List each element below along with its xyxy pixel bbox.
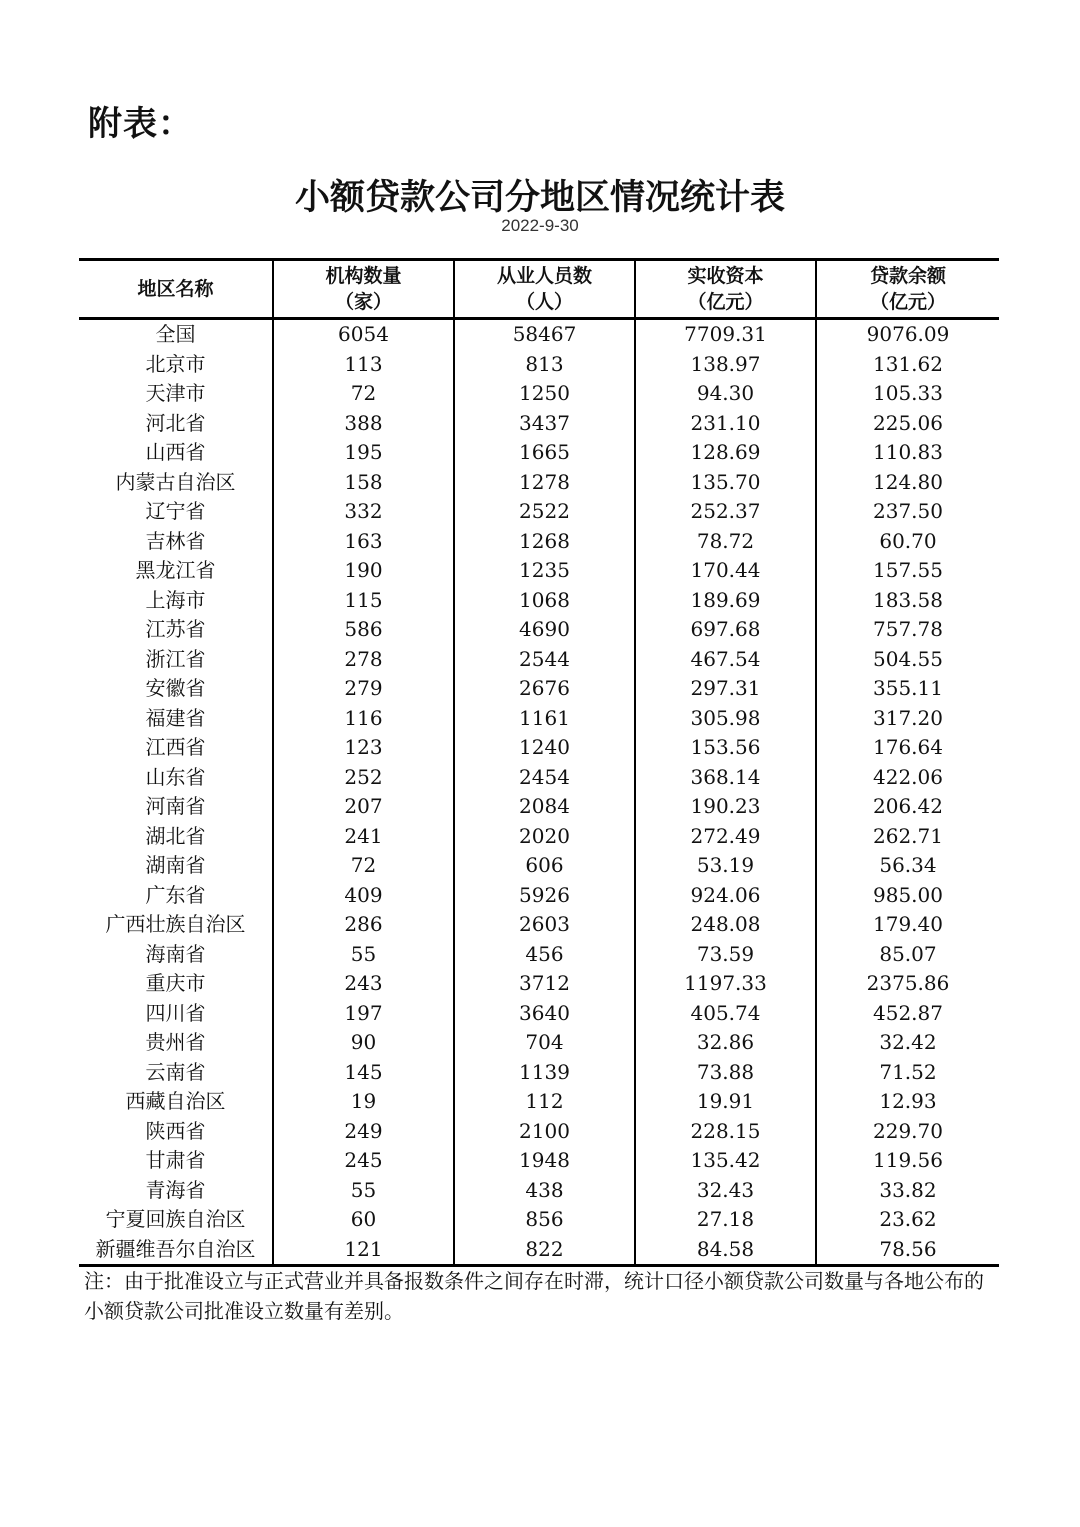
employees-cell: 1240 — [454, 733, 635, 763]
table-row — [79, 1117, 999, 1147]
paid-in-capital-cell: 27.18 — [635, 1205, 816, 1235]
footnote: 注：由于批准设立与正式营业并具备报数条件之间存在时滞，统计口径小额贷款公司数量与各地公布的小额贷款公司批准设立数量有差别。 — [84, 1269, 984, 1323]
employees-cell: 3712 — [454, 969, 635, 999]
region-cell: 重庆市 — [145, 971, 206, 996]
table-row — [79, 674, 999, 704]
employees-cell: 1948 — [454, 1146, 635, 1176]
loan-balance-cell: 105.33 — [816, 379, 999, 409]
paid-in-capital-cell: 231.10 — [635, 409, 816, 439]
loan-balance-cell: 32.42 — [816, 1028, 999, 1058]
institution-count-cell: 207 — [273, 792, 454, 822]
loan-balance-cell: 317.20 — [816, 704, 999, 734]
region-cell: 湖南省 — [145, 853, 206, 878]
table-row — [79, 1146, 999, 1176]
header-row — [79, 260, 999, 319]
employees-cell: 5926 — [454, 881, 635, 911]
region-cell: 广西壮族自治区 — [105, 912, 246, 937]
table-row — [79, 969, 999, 999]
institution-count-cell: 278 — [273, 645, 454, 675]
table-body — [79, 319, 999, 1266]
region-cell: 四川省 — [145, 1000, 206, 1025]
employees-cell: 112 — [454, 1087, 635, 1117]
paid-in-capital-cell: 135.42 — [635, 1146, 816, 1176]
loan-balance-cell: 2375.86 — [816, 969, 999, 999]
institution-count-cell: 55 — [273, 940, 454, 970]
table-title: 小额贷款公司分地区情况统计表 — [294, 178, 785, 218]
region-cell: 天津市 — [145, 381, 206, 406]
region-cell: 贵州省 — [145, 1030, 206, 1055]
institution-count-cell: 145 — [273, 1058, 454, 1088]
statistics-table — [79, 258, 999, 1267]
institution-count-cell: 72 — [273, 379, 454, 409]
table-row — [79, 1235, 999, 1266]
paid-in-capital-cell: 228.15 — [635, 1117, 816, 1147]
loan-balance-cell: 71.52 — [816, 1058, 999, 1088]
institution-count-cell: 252 — [273, 763, 454, 793]
table-row — [79, 438, 999, 468]
institution-count-cell: 241 — [273, 822, 454, 852]
institution-count-cell: 279 — [273, 674, 454, 704]
loan-balance-cell: 206.42 — [816, 792, 999, 822]
header-employees — [454, 260, 635, 319]
employees-cell: 1139 — [454, 1058, 635, 1088]
region-cell: 海南省 — [145, 941, 206, 966]
loan-balance-cell: 78.56 — [816, 1235, 999, 1266]
table-row — [79, 1176, 999, 1206]
paid-in-capital-cell: 190.23 — [635, 792, 816, 822]
table-header — [79, 260, 999, 319]
table-row — [79, 763, 999, 793]
table-row — [79, 497, 999, 527]
header-region — [79, 260, 273, 319]
paid-in-capital-cell: 368.14 — [635, 763, 816, 793]
region-cell: 北京市 — [145, 351, 206, 376]
loan-balance-cell: 119.56 — [816, 1146, 999, 1176]
employees-cell: 2020 — [454, 822, 635, 852]
paid-in-capital-cell: 252.37 — [635, 497, 816, 527]
table-row — [79, 1205, 999, 1235]
table-row — [79, 379, 999, 409]
region-cell: 河南省 — [145, 794, 206, 819]
employees-cell: 3640 — [454, 999, 635, 1029]
paid-in-capital-cell: 272.49 — [635, 822, 816, 852]
paid-in-capital-cell: 405.74 — [635, 999, 816, 1029]
paid-in-capital-cell: 467.54 — [635, 645, 816, 675]
header-loan-balance-unit: （亿元） — [869, 291, 946, 313]
institution-count-cell: 113 — [273, 350, 454, 380]
region-cell: 陕西省 — [145, 1118, 206, 1143]
loan-balance-cell: 452.87 — [816, 999, 999, 1029]
paid-in-capital-cell: 153.56 — [635, 733, 816, 763]
table-row — [79, 999, 999, 1029]
institution-count-cell: 116 — [273, 704, 454, 734]
employees-cell: 438 — [454, 1176, 635, 1206]
paid-in-capital-cell: 924.06 — [635, 881, 816, 911]
header-paid-in-capital-label: 实收资本 — [687, 265, 764, 287]
institution-count-cell: 286 — [273, 910, 454, 940]
employees-cell: 2522 — [454, 497, 635, 527]
table-row — [79, 350, 999, 380]
header-loan-balance-label: 贷款余额 — [869, 265, 946, 287]
employees-cell: 856 — [454, 1205, 635, 1235]
loan-balance-cell: 262.71 — [816, 822, 999, 852]
loan-balance-cell: 179.40 — [816, 910, 999, 940]
employees-cell: 1665 — [454, 438, 635, 468]
loan-balance-cell: 237.50 — [816, 497, 999, 527]
employees-cell: 2084 — [454, 792, 635, 822]
paid-in-capital-cell: 32.86 — [635, 1028, 816, 1058]
paid-in-capital-cell: 78.72 — [635, 527, 816, 557]
table-row — [79, 1087, 999, 1117]
employees-cell: 2676 — [454, 674, 635, 704]
header-institution-count-label: 机构数量 — [325, 265, 402, 287]
paid-in-capital-cell: 305.98 — [635, 704, 816, 734]
employees-cell: 1268 — [454, 527, 635, 557]
region-cell: 湖北省 — [145, 823, 206, 848]
region-cell: 河北省 — [145, 410, 206, 435]
institution-count-cell: 19 — [273, 1087, 454, 1117]
table-row — [79, 1028, 999, 1058]
header-paid-in-capital — [635, 260, 816, 319]
paid-in-capital-cell: 94.30 — [635, 379, 816, 409]
loan-balance-cell: 225.06 — [816, 409, 999, 439]
table-row — [79, 319, 999, 350]
table-row — [79, 910, 999, 940]
paid-in-capital-cell: 248.08 — [635, 910, 816, 940]
paid-in-capital-cell: 1197.33 — [635, 969, 816, 999]
region-cell: 全国 — [155, 322, 196, 347]
employees-cell: 1068 — [454, 586, 635, 616]
loan-balance-cell: 60.70 — [816, 527, 999, 557]
institution-count-cell: 60 — [273, 1205, 454, 1235]
region-cell: 青海省 — [145, 1177, 206, 1202]
institution-count-cell: 163 — [273, 527, 454, 557]
institution-count-cell: 190 — [273, 556, 454, 586]
employees-cell: 58467 — [454, 319, 635, 350]
institution-count-cell: 332 — [273, 497, 454, 527]
institution-count-cell: 158 — [273, 468, 454, 498]
employees-cell: 704 — [454, 1028, 635, 1058]
paid-in-capital-cell: 73.59 — [635, 940, 816, 970]
region-cell: 安徽省 — [145, 676, 206, 701]
region-cell: 江苏省 — [145, 617, 206, 642]
table-row — [79, 1058, 999, 1088]
header-institution-count — [273, 260, 454, 319]
paid-in-capital-cell: 189.69 — [635, 586, 816, 616]
loan-balance-cell: 355.11 — [816, 674, 999, 704]
employees-cell: 456 — [454, 940, 635, 970]
institution-count-cell: 121 — [273, 1235, 454, 1266]
table-row — [79, 468, 999, 498]
table-row — [79, 940, 999, 970]
region-cell: 内蒙古自治区 — [115, 469, 236, 494]
region-cell: 甘肃省 — [145, 1148, 206, 1173]
region-cell: 吉林省 — [145, 528, 206, 553]
region-cell: 浙江省 — [145, 646, 206, 671]
institution-count-cell: 115 — [273, 586, 454, 616]
paid-in-capital-cell: 32.43 — [635, 1176, 816, 1206]
loan-balance-cell: 422.06 — [816, 763, 999, 793]
institution-count-cell: 243 — [273, 969, 454, 999]
header-loan-balance — [816, 260, 999, 319]
table-row — [79, 645, 999, 675]
paid-in-capital-cell: 84.58 — [635, 1235, 816, 1266]
paid-in-capital-cell: 19.91 — [635, 1087, 816, 1117]
employees-cell: 1278 — [454, 468, 635, 498]
employees-cell: 2544 — [454, 645, 635, 675]
header-region-label: 地区名称 — [137, 278, 214, 300]
table-row — [79, 704, 999, 734]
loan-balance-cell: 124.80 — [816, 468, 999, 498]
loan-balance-cell: 985.00 — [816, 881, 999, 911]
loan-balance-cell: 9076.09 — [816, 319, 999, 350]
region-cell: 广东省 — [145, 882, 206, 907]
loan-balance-cell: 157.55 — [816, 556, 999, 586]
region-cell: 江西省 — [145, 735, 206, 760]
paid-in-capital-cell: 73.88 — [635, 1058, 816, 1088]
region-cell: 云南省 — [145, 1059, 206, 1084]
loan-balance-cell: 176.64 — [816, 733, 999, 763]
employees-cell: 2454 — [454, 763, 635, 793]
region-cell: 宁夏回族自治区 — [105, 1207, 246, 1232]
paid-in-capital-cell: 138.97 — [635, 350, 816, 380]
table-row — [79, 586, 999, 616]
region-cell: 山西省 — [145, 440, 206, 465]
employees-cell: 1235 — [454, 556, 635, 586]
table-row — [79, 556, 999, 586]
employees-cell: 606 — [454, 851, 635, 881]
paid-in-capital-cell: 697.68 — [635, 615, 816, 645]
annex-label: 附表： — [88, 104, 193, 144]
loan-balance-cell: 12.93 — [816, 1087, 999, 1117]
institution-count-cell: 72 — [273, 851, 454, 881]
header-employees-unit: （人） — [515, 291, 573, 313]
institution-count-cell: 249 — [273, 1117, 454, 1147]
institution-count-cell: 90 — [273, 1028, 454, 1058]
loan-balance-cell: 131.62 — [816, 350, 999, 380]
employees-cell: 813 — [454, 350, 635, 380]
employees-cell: 1161 — [454, 704, 635, 734]
employees-cell: 3437 — [454, 409, 635, 439]
table-row — [79, 733, 999, 763]
employees-cell: 4690 — [454, 615, 635, 645]
report-date: 2022-9-30 — [501, 216, 579, 235]
paid-in-capital-cell: 135.70 — [635, 468, 816, 498]
loan-balance-cell: 229.70 — [816, 1117, 999, 1147]
header-institution-count-unit: （家） — [334, 291, 392, 313]
paid-in-capital-cell: 297.31 — [635, 674, 816, 704]
loan-balance-cell: 85.07 — [816, 940, 999, 970]
employees-cell: 2100 — [454, 1117, 635, 1147]
loan-balance-cell: 110.83 — [816, 438, 999, 468]
institution-count-cell: 245 — [273, 1146, 454, 1176]
region-cell: 辽宁省 — [145, 499, 206, 524]
paid-in-capital-cell: 7709.31 — [635, 319, 816, 350]
table-row — [79, 527, 999, 557]
table-row — [79, 409, 999, 439]
paid-in-capital-cell: 128.69 — [635, 438, 816, 468]
employees-cell: 2603 — [454, 910, 635, 940]
region-cell: 黑龙江省 — [135, 558, 216, 583]
employees-cell: 1250 — [454, 379, 635, 409]
table-row — [79, 851, 999, 881]
table-row — [79, 792, 999, 822]
loan-balance-cell: 56.34 — [816, 851, 999, 881]
institution-count-cell: 123 — [273, 733, 454, 763]
table-row — [79, 615, 999, 645]
region-cell: 山东省 — [145, 764, 206, 789]
paid-in-capital-cell: 170.44 — [635, 556, 816, 586]
loan-balance-cell: 183.58 — [816, 586, 999, 616]
institution-count-cell: 195 — [273, 438, 454, 468]
region-cell: 西藏自治区 — [125, 1089, 226, 1114]
loan-balance-cell: 757.78 — [816, 615, 999, 645]
region-cell: 上海市 — [145, 587, 206, 612]
institution-count-cell: 388 — [273, 409, 454, 439]
header-paid-in-capital-unit: （亿元） — [687, 291, 764, 313]
loan-balance-cell: 23.62 — [816, 1205, 999, 1235]
institution-count-cell: 197 — [273, 999, 454, 1029]
table-row — [79, 822, 999, 852]
loan-balance-cell: 33.82 — [816, 1176, 999, 1206]
table-row — [79, 881, 999, 911]
header-employees-label: 从业人员数 — [496, 265, 592, 287]
region-cell: 新疆维吾尔自治区 — [95, 1236, 256, 1261]
institution-count-cell: 6054 — [273, 319, 454, 350]
region-cell: 福建省 — [145, 705, 206, 730]
employees-cell: 822 — [454, 1235, 635, 1266]
loan-balance-cell: 504.55 — [816, 645, 999, 675]
institution-count-cell: 55 — [273, 1176, 454, 1206]
institution-count-cell: 409 — [273, 881, 454, 911]
institution-count-cell: 586 — [273, 615, 454, 645]
paid-in-capital-cell: 53.19 — [635, 851, 816, 881]
